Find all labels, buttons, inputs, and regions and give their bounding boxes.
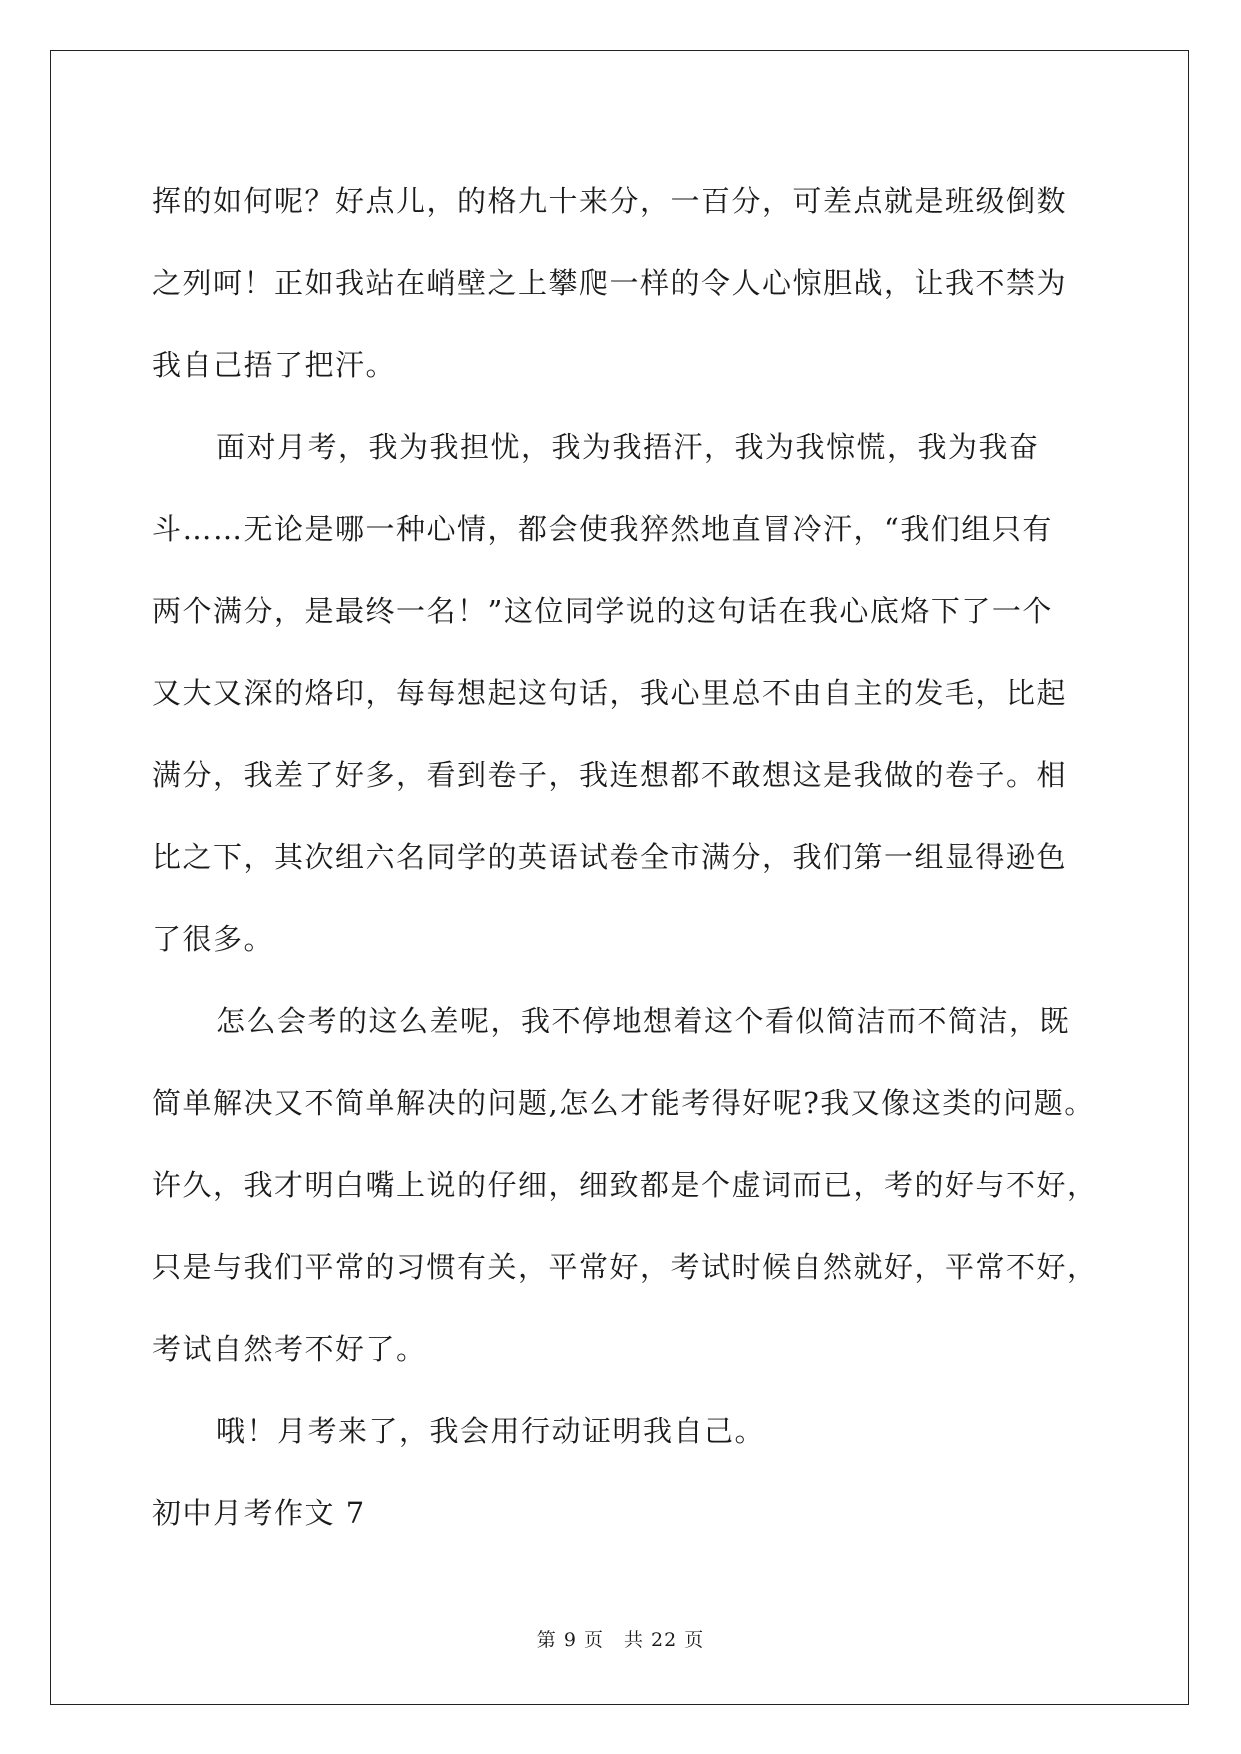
text-line: 了很多。 bbox=[152, 922, 275, 956]
page-footer: 第 9 页 共 22 页 bbox=[536, 1629, 705, 1651]
text-line: 考试自然考不好了。 bbox=[152, 1332, 427, 1366]
text-line: 斗……无论是哪一种心情，都会使我猝然地直冒冷汗，“我们组只有 bbox=[152, 512, 1053, 546]
text-line: 又大又深的烙印，每每想起这句话，我心里总不由自主的发毛，比起 bbox=[152, 676, 1068, 710]
text-line: 只是与我们平常的习惯有关，平常好，考试时候自然就好，平常不好， bbox=[152, 1250, 1098, 1284]
text-line: 挥的如何呢？好点儿，的格九十来分，一百分，可差点就是班级倒数 bbox=[152, 184, 1068, 218]
text-line: 简单解决又不简单解决的问题,怎么才能考得好呢?我又像这类的问题。 bbox=[152, 1086, 1095, 1120]
text-line: 比之下，其次组六名同学的英语试卷全市满分，我们第一组显得逊色 bbox=[152, 840, 1068, 874]
text-line: 面对月考，我为我担忧，我为我捂汗，我为我惊慌，我为我奋 bbox=[216, 430, 1040, 464]
text-line: 我自己捂了把汗。 bbox=[152, 348, 397, 382]
text-line: 两个满分，是最终一名！”这位同学说的这句话在我心底烙下了一个 bbox=[152, 594, 1053, 628]
section-heading: 初中月考作文 7 bbox=[152, 1496, 366, 1530]
text-line: 许久，我才明白嘴上说的仔细，细致都是个虚词而已，考的好与不好， bbox=[152, 1168, 1098, 1202]
text-line: 之列呵！正如我站在峭壁之上攀爬一样的令人心惊胆战，让我不禁为 bbox=[152, 266, 1068, 300]
document-body bbox=[152, 160, 1098, 1554]
text-line: 怎么会考的这么差呢，我不停地想着这个看似简洁而不简洁，既 bbox=[216, 1004, 1071, 1038]
text-line: 哦！月考来了，我会用行动证明我自己。 bbox=[216, 1414, 766, 1448]
text-line: 满分，我差了好多，看到卷子，我连想都不敢想这是我做的卷子。相 bbox=[152, 758, 1068, 792]
